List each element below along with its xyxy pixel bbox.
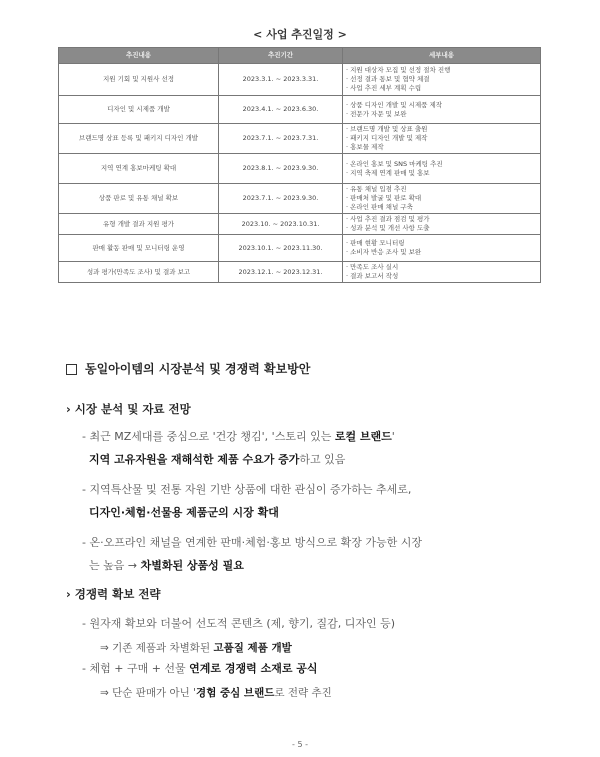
dash-icon: - — [82, 536, 86, 549]
dash-icon: - — [82, 662, 86, 675]
detail-cell: · 브랜드명 개발 및 상표 출원 · 패키지 디자인 개발 및 제작 · 홍보물 제작 — [343, 124, 541, 154]
table-title: < 사업 추진일정 > — [253, 28, 347, 41]
period-cell: 2023.3.1. ~ 2023.3.31. — [219, 64, 343, 96]
period-cell: 2023.7.1. ~ 2023.7.31. — [219, 124, 343, 154]
emphasis: 연계로 경쟁력 소재로 공식 — [189, 662, 318, 675]
task-cell: 지역 연계 홍보마케팅 확대 — [59, 154, 219, 184]
competitive-bullet-1 — [82, 612, 542, 635]
page-number: - 5 - — [292, 740, 308, 749]
task-cell: 성과 평가(만족도 조사) 및 결과 보고 — [59, 262, 219, 283]
text: 체험 + 구매 + 선물 — [89, 662, 190, 675]
detail-cell: · 만족도 조사 실시 · 결과 보고서 작성 — [343, 262, 541, 283]
period-cell: 2023.7.1. ~ 2023.9.30. — [219, 184, 343, 214]
emphasis: 지역 고유자원을 재해석한 제품 수요가 증가 — [89, 453, 300, 466]
period-cell: 2023.10. ~ 2023.10.31. — [219, 214, 343, 235]
emphasis: 고품질 제품 개발 — [213, 642, 292, 654]
detail-cell: · 유통 채널 입점 추진 · 판매처 발굴 및 판로 확대 · 온라인 판매 채널 구축 — [343, 184, 541, 214]
text: 하고 있음 — [299, 453, 346, 466]
table-row — [59, 235, 541, 262]
text: ' — [391, 430, 395, 443]
section-heading — [66, 360, 310, 377]
detail-cell: · 판매 현황 모니터링 · 소비자 반응 조사 및 보완 — [343, 235, 541, 262]
table-row — [59, 184, 541, 214]
text: 최근 MZ세대를 중심으로 '건강 챙김', '스토리 있는 — [89, 430, 335, 443]
section-title: 동일아이템의 시장분석 및 경쟁력 확보방안 — [85, 362, 311, 376]
column-header-detail: 세부내용 — [343, 48, 541, 64]
period-cell: 2023.8.1. ~ 2023.9.30. — [219, 154, 343, 184]
task-cell: 유형 개발 결과 지원 평가 — [59, 214, 219, 235]
text: 로 전략 추진 — [274, 687, 332, 699]
chevron-right-icon: › — [66, 587, 71, 601]
dash-icon: - — [82, 617, 86, 630]
competitive-heading-text: 경쟁력 확보 전략 — [74, 587, 161, 601]
table-row — [59, 262, 541, 283]
dash-icon: - — [82, 483, 86, 496]
text: 온·오프라인 채널을 연계한 판매·체험·홍보 방식으로 확장 가능한 시장 — [89, 536, 422, 549]
task-cell: 브랜드명 상표 등록 및 패키지 디자인 개발 — [59, 124, 219, 154]
text: ⇒ 단순 판매가 아닌 ' — [100, 687, 197, 699]
table-row — [59, 124, 541, 154]
competitive-heading — [66, 586, 161, 602]
detail-cell: · 사업 추진 결과 점검 및 평가 · 성과 분석 및 개선 사항 도출 — [343, 214, 541, 235]
task-cell: 디자인 및 시제품 개발 — [59, 96, 219, 124]
detail-cell: · 온라인 홍보 및 SNS 마케팅 추진 · 지역 축제 연계 판매 및 홍보 — [343, 154, 541, 184]
table-row — [59, 154, 541, 184]
detail-cell: · 지원 대상자 모집 및 선정 절차 진행 · 선정 결과 통보 및 협약 체결 · 사업 추진 세부 계획 수립 — [343, 64, 541, 96]
task-cell: 상품 판로 및 유통 채널 확보 — [59, 184, 219, 214]
table-header-row — [59, 48, 541, 64]
chevron-right-icon: › — [66, 402, 71, 416]
competitive-bullet-2 — [82, 657, 542, 680]
table-row — [59, 214, 541, 235]
emphasis: 차별화된 상품성 필요 — [140, 559, 244, 572]
text: ⇒ 기존 제품과 차별화된 — [100, 642, 214, 654]
table-row — [59, 64, 541, 96]
market-bullet-3 — [82, 531, 542, 577]
checkbox-square-icon — [66, 364, 77, 375]
column-header-task: 추진내용 — [59, 48, 219, 64]
text: 원자재 확보와 더불어 선도적 콘텐츠 (제, 향기, 질감, 디자인 등) — [89, 617, 396, 630]
text: 지역특산물 및 전통 자원 기반 상품에 대한 관심이 증가하는 추세로, — [89, 483, 412, 496]
dash-icon: - — [82, 430, 86, 443]
detail-cell: · 상품 디자인 개발 및 시제품 제작 · 전문가 자문 및 보완 — [343, 96, 541, 124]
column-header-period: 추진기간 — [219, 48, 343, 64]
period-cell: 2023.4.1. ~ 2023.6.30. — [219, 96, 343, 124]
competitive-arrow-1 — [100, 640, 292, 655]
period-cell: 2023.10.1. ~ 2023.11.30. — [219, 235, 343, 262]
market-heading — [66, 401, 191, 417]
emphasis: 로컬 브랜드 — [334, 430, 392, 443]
task-cell: 판매 활동 판매 및 모니터링 운영 — [59, 235, 219, 262]
task-cell: 지원 기회 및 지원사 선정 — [59, 64, 219, 96]
emphasis: 경험 중심 브랜드 — [196, 687, 275, 699]
market-heading-text: 시장 분석 및 자료 전망 — [74, 402, 191, 416]
schedule-table — [58, 47, 541, 283]
competitive-arrow-2 — [100, 685, 332, 700]
emphasis: 디자인·체험·선물용 제품군의 시장 확대 — [89, 506, 279, 519]
text: 는 높음 → — [89, 559, 141, 572]
period-cell: 2023.12.1. ~ 2023.12.31. — [219, 262, 343, 283]
market-bullet-1 — [82, 425, 542, 471]
market-bullet-2 — [82, 478, 542, 524]
table-row — [59, 96, 541, 124]
